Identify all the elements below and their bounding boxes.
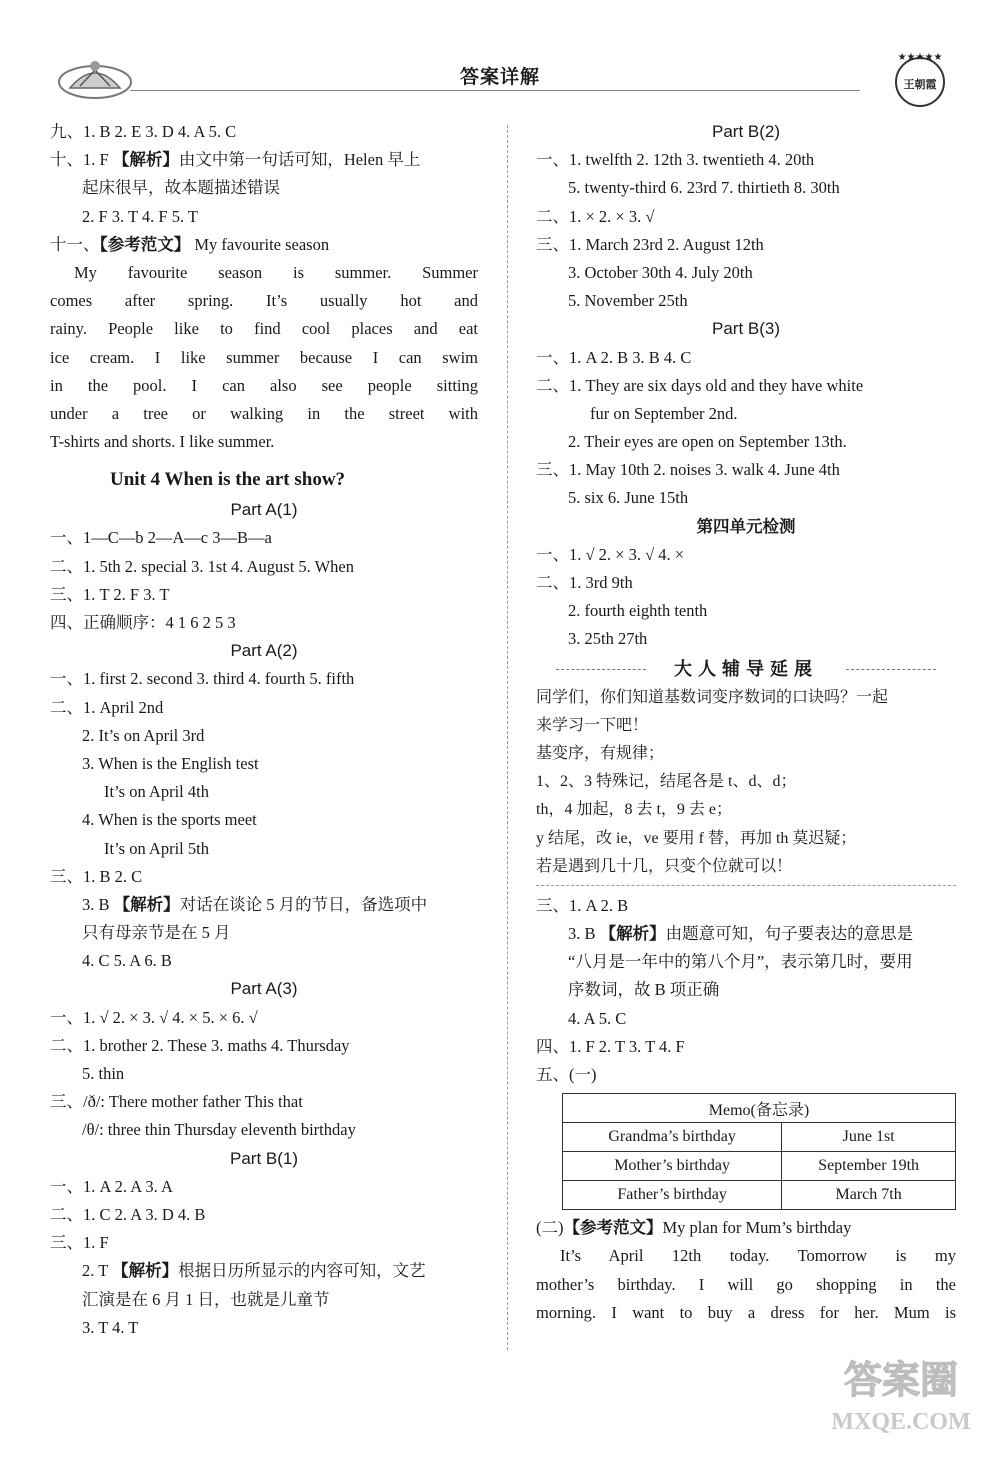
left-answer-line: 3. T 4. T bbox=[82, 1317, 139, 1337]
right-answer-line: 3. 25th 27th bbox=[568, 629, 648, 649]
left-answer-line: 三、1. B 2. C bbox=[50, 866, 143, 886]
right-answer-line: fur on September 2nd. bbox=[590, 403, 738, 423]
left-answer-line: 只有母亲节是在 5 月 bbox=[82, 923, 231, 943]
left-answer-line: /θ/: three thin Thursday eleventh birthday bbox=[82, 1120, 356, 1140]
right-answer-line: 一、1. √ 2. × 3. √ 4. × bbox=[536, 544, 685, 564]
memo-row bbox=[563, 1123, 956, 1152]
essay-line: morning. I want to buy a dress for her. Mum is bbox=[536, 1302, 956, 1322]
left-answer-line: 三、/ð/: There mother father This that bbox=[50, 1092, 303, 1112]
extension-line: 来学习一下吧！ bbox=[536, 716, 649, 734]
column-divider bbox=[507, 125, 508, 1350]
right-answer-line: 四、1. F 2. T 3. T 4. F bbox=[536, 1036, 685, 1056]
left-answer-line: 3. B 【解析】对话在谈论 5 月的节日，备选项中 bbox=[82, 894, 428, 914]
part-heading: Part B(1) bbox=[229, 1148, 299, 1168]
extension-line: y 结尾，改 ie，ve 要用 f 替，再加 th 莫迟疑； bbox=[536, 829, 857, 847]
left-answer-line: 三、1. F bbox=[50, 1233, 109, 1253]
memo-header-row bbox=[563, 1094, 956, 1123]
right-answer-line: “八月是一年中的第八个月”，表示第几时，要用 bbox=[568, 952, 913, 972]
part-heading: Part A(1) bbox=[230, 500, 298, 520]
left-answer-line: in the pool. I can also see people sitting bbox=[50, 375, 478, 395]
left-answer-line: 二、1. 5th 2. special 3. 1st 4. August 5. When bbox=[50, 556, 355, 576]
left-answer-line: 起床很早，故本题描述错误 bbox=[82, 178, 280, 198]
memo-cell: Grandma’s birthday bbox=[563, 1123, 782, 1152]
memo-cell: June 1st bbox=[782, 1123, 956, 1152]
extension-line: 基变序，有规律； bbox=[536, 744, 665, 762]
left-answer-line: 一、1. A 2. A 3. A bbox=[50, 1176, 173, 1196]
left-column bbox=[50, 118, 478, 1342]
essay-line: mother’s birthday. I will go shopping in the bbox=[536, 1274, 956, 1294]
right-column bbox=[536, 118, 956, 1327]
left-answer-line: 三、1. T 2. F 3. T bbox=[50, 584, 170, 604]
left-answer-line: 四、正确顺序：4 1 6 2 5 3 bbox=[50, 613, 236, 632]
memo-cell: Mother’s birthday bbox=[563, 1152, 782, 1181]
section-title: 第四单元检测 bbox=[696, 516, 796, 536]
essay-block bbox=[536, 1214, 956, 1327]
right-answer-line: 三、1. A 2. B bbox=[536, 895, 629, 915]
left-answer-line: 3. When is the English test bbox=[82, 753, 259, 773]
left-answer-line: 一、1. √ 2. × 3. √ 4. × 5. × 6. √ bbox=[50, 1007, 258, 1027]
right-answer-line: 二、1. They are six days old and they have white bbox=[536, 375, 864, 395]
right-answer-line: 二、1. × 2. × 3. √ bbox=[536, 206, 655, 226]
extension-title: 大人辅导延展 bbox=[536, 654, 956, 684]
left-answer-line: T-shirts and shorts. I like summer. bbox=[50, 432, 275, 452]
left-answer-line: It’s on April 4th bbox=[104, 782, 209, 802]
right-answer-line: 3. B 【解析】由题意可知，句子要表达的意思是 bbox=[568, 924, 914, 944]
memo-header: Memo(备忘录) bbox=[563, 1094, 956, 1123]
extension-line: th，4 加起，8 去 t，9 去 e； bbox=[536, 801, 732, 819]
right-answer-line: 4. A 5. C bbox=[568, 1008, 627, 1028]
header-rule bbox=[130, 90, 860, 91]
left-answer-line: 十一、【参考范文】 My favourite season bbox=[50, 234, 330, 254]
essay-line: (二)【参考范文】My plan for Mum’s birthday bbox=[536, 1218, 852, 1238]
extension-line: 若是遇到几十几，只变个位就可以！ bbox=[536, 857, 793, 875]
right-answer-line: 2. fourth eighth tenth bbox=[568, 601, 708, 621]
left-answer-line: 2. F 3. T 4. F 5. T bbox=[82, 206, 198, 226]
left-answer-line: ice cream. I like summer because I can swim bbox=[50, 347, 478, 367]
memo-cell: Father’s birthday bbox=[563, 1181, 782, 1210]
part-heading: Part B(3) bbox=[711, 319, 781, 339]
left-answer-line: My favourite season is summer. Summer bbox=[74, 262, 478, 282]
right-bottom-block bbox=[536, 892, 956, 1089]
right-answer-line: 5. November 25th bbox=[568, 291, 688, 311]
part-heading: Part A(3) bbox=[230, 979, 298, 999]
left-answer-line: 汇演是在 6 月 1 日，也就是儿童节 bbox=[82, 1289, 330, 1309]
memo-row bbox=[563, 1181, 956, 1210]
memo-row bbox=[563, 1152, 956, 1181]
left-answer-line: 二、1. April 2nd bbox=[50, 697, 164, 717]
left-answer-line: 二、1. C 2. A 3. D 4. B bbox=[50, 1204, 206, 1224]
left-answer-line: 2. T 【解析】根据日历所显示的内容可知，文艺 bbox=[82, 1261, 426, 1281]
right-answer-line: 三、1. March 23rd 2. August 12th bbox=[536, 234, 764, 254]
left-answer-line: 一、1. first 2. second 3. third 4. fourth 5. fifth bbox=[50, 669, 355, 689]
left-answer-line: 5. thin bbox=[82, 1064, 125, 1083]
right-answer-line: 五、(一) bbox=[536, 1065, 597, 1084]
right-answer-line: 5. six 6. June 15th bbox=[568, 488, 689, 508]
tutoring-extension-box bbox=[536, 654, 956, 886]
extension-line: 1、2、3 特殊记，结尾各是 t、d、d； bbox=[536, 773, 797, 791]
left-answer-line: 十、1. F 【解析】由文中第一句话可知，Helen 早上 bbox=[50, 150, 421, 170]
left-answer-line: 九、1. B 2. E 3. D 4. A 5. C bbox=[50, 122, 237, 141]
memo-cell: September 19th bbox=[782, 1152, 956, 1181]
right-answer-line: 2. Their eyes are open on September 13th. bbox=[568, 432, 847, 452]
right-answer-line: 三、1. May 10th 2. noises 3. walk 4. June 4th bbox=[536, 460, 840, 480]
left-answer-line: under a tree or walking in the street with bbox=[50, 403, 478, 423]
watermark-label: 答案圈 bbox=[843, 1360, 959, 1402]
left-answer-line: 4. C 5. A 6. B bbox=[82, 951, 172, 971]
memo-table bbox=[562, 1093, 956, 1210]
extension-lines bbox=[536, 684, 956, 881]
page-header bbox=[40, 48, 960, 108]
left-answer-line: rainy. People like to find cool places and eat bbox=[50, 319, 478, 339]
left-answer-line: 4. When is the sports meet bbox=[82, 810, 257, 830]
right-answer-line: 二、1. 3rd 9th bbox=[536, 573, 633, 592]
watermark-text: MXQE.COM bbox=[831, 1409, 971, 1435]
memo-cell: March 7th bbox=[782, 1181, 956, 1210]
part-heading: Part B(2) bbox=[711, 122, 781, 141]
right-answer-line: 一、1. A 2. B 3. B 4. C bbox=[536, 347, 692, 367]
left-answer-line: comes after spring. It’s usually hot and bbox=[50, 291, 478, 311]
right-answer-line: 一、1. twelfth 2. 12th 3. twentieth 4. 20th bbox=[536, 150, 815, 170]
unit-heading: Unit 4 When is the art show? bbox=[110, 469, 346, 491]
page-title: 答案详解 bbox=[459, 67, 540, 88]
brand-seal-icon bbox=[880, 48, 960, 108]
left-answer-line: It’s on April 5th bbox=[104, 838, 209, 858]
left-answer-line: 二、1. brother 2. These 3. maths 4. Thursday bbox=[50, 1035, 350, 1055]
left-answer-line: 一、1—C—b 2—A—c 3—B—a bbox=[50, 528, 272, 548]
essay-line: It’s April 12th today. Tomorrow is my bbox=[560, 1246, 956, 1266]
watermark-logo-icon bbox=[826, 1351, 976, 1437]
right-answer-line: 序数词，故 B 项正确 bbox=[568, 980, 720, 1000]
right-answer-line: 3. October 30th 4. July 20th bbox=[568, 262, 753, 282]
part-heading: Part A(2) bbox=[230, 641, 298, 661]
extension-line: 同学们，你们知道基数词变序数词的口诀吗？一起 bbox=[536, 688, 889, 706]
right-answer-line: 5. twenty-third 6. 23rd 7. thirtieth 8. 30th bbox=[568, 178, 840, 198]
svg-text:★★★★★: ★★★★★ bbox=[897, 52, 943, 63]
svg-text:王朝霞: 王朝霞 bbox=[903, 79, 937, 91]
memo-body bbox=[563, 1123, 956, 1210]
left-answer-line: 2. It’s on April 3rd bbox=[82, 725, 205, 745]
right-top-block bbox=[536, 118, 956, 654]
